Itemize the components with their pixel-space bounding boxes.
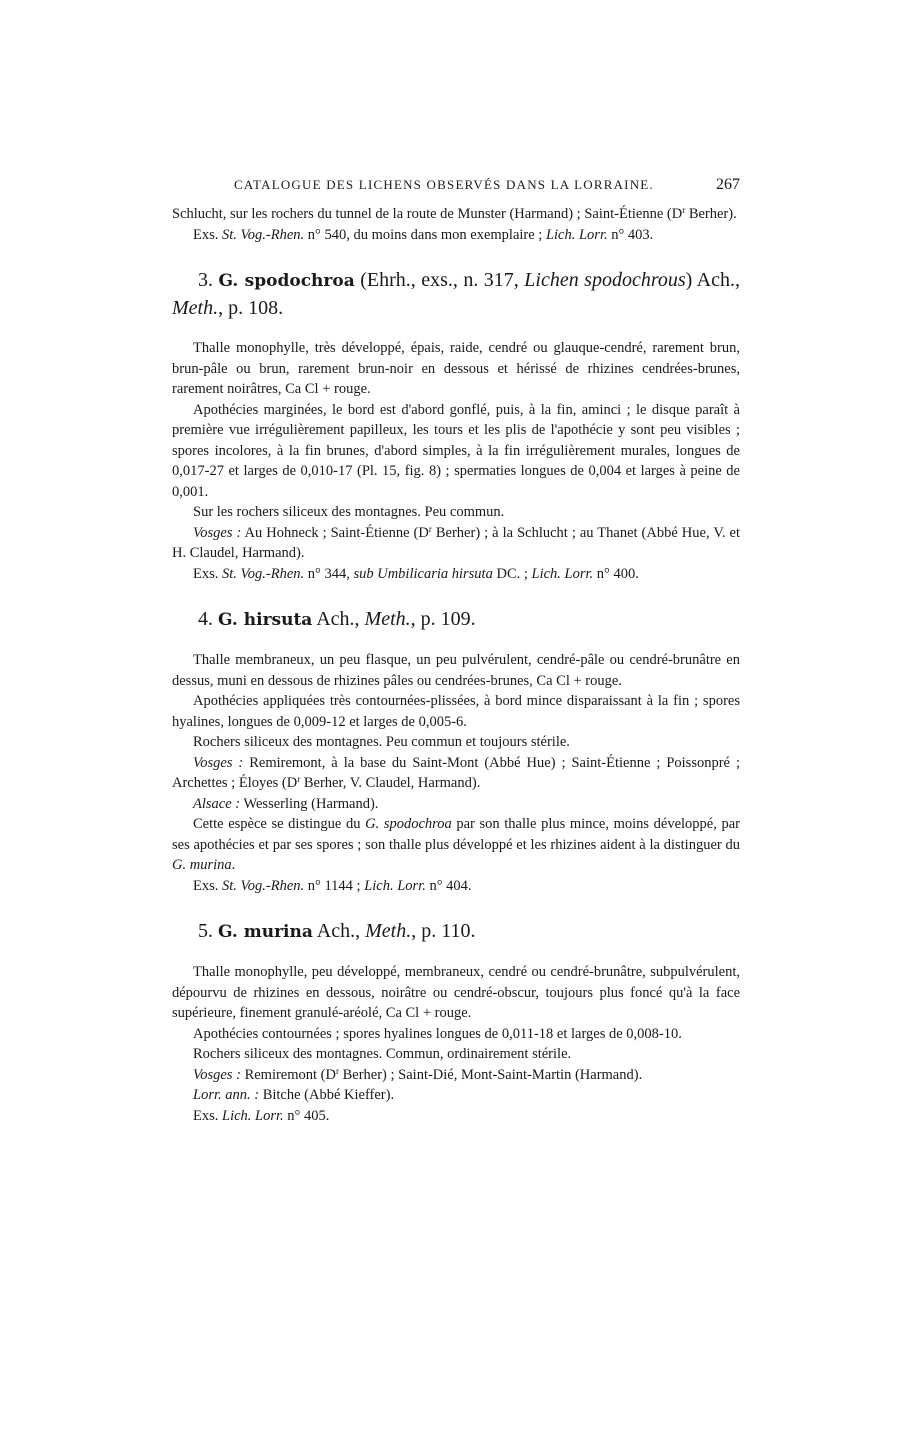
page-number: 267 — [716, 176, 740, 193]
thallus-description: Thalle membraneux, un peu flasque, un peu pulvérulent, cendré-pâle ou cendré-brunâtre en dessus, muni en dessous de rhizines pâles ou cendrées-brunes, Ca Cl + rouge. — [172, 652, 740, 689]
habitat-text: Sur les rochers siliceux des montagnes. Peu commun. — [193, 504, 505, 520]
exsiccata-line: Exs. St. Vog.-Rhen. n° 1144 ; Lich. Lorr. n° 404. — [193, 877, 472, 894]
running-title: CATALOGUE DES LICHENS OBSERVÉS DANS LA LORRAINE. — [234, 177, 654, 192]
exsiccata-line: Exs. St. Vog.-Rhen. n° 540, du moins dans mon exemplaire ; Lich. Lorr. n° 403. — [193, 226, 654, 243]
species-heading-hirsuta: 4. G. hirsuta Ach., Meth., p. 109. — [198, 608, 476, 630]
continuation-paragraph: Schlucht, sur les rochers du tunnel de la route de Munster (Harmand) ; Saint-Étienne ($D^r$ Berher). — [172, 205, 737, 222]
distinction-note: Cette espèce se distingue du G. spodochroa par son thalle plus mince, moins développé, par ses apothécies et par ses spores ; son thalle plus développé et les rhizines aident à la distinguer du G. murina. — [172, 816, 740, 873]
locality-vosges: Vosges : Au Hohneck ; Saint-Étienne ($D^r$ Berher) ; à la Schlucht ; au Thanet (Abbé Hue, V. et H. Claudel, Harmand). — [172, 523, 741, 561]
locality-vosges: Vosges : Remiremont, à la base du Saint-Mont (Abbé Hue) ; Saint-Étienne ; Poissonpré ; Archettes ; Éloyes ($D^r$ Berher, V. Claudel, Harmand). — [172, 754, 740, 791]
habitat-text: Rochers siliceux des montagnes. Peu commun et toujours stérile. — [193, 734, 570, 750]
locality-alsace: Alsace : Wesserling (Harmand). — [193, 795, 379, 812]
apothecia-description: Apothécies marginées, le bord est d'abord gonflé, puis, à la fin, aminci ; le disque paraît à première vue irrégulièrement papilleux, les tours et les plis de l'apothécie y sont peu visibles ; spores incolores, à la fin brunes, d'abord simples, à la fin irrégulièrement murales, longues de 0,017-27 et larges de 0,010-17 (Pl. 15, fig. 8) ; spermaties longues de 0,004 et larges à peine de 0,001. — [172, 401, 740, 500]
thallus-description: Thalle monophylle, très développé, épais, raide, cendré ou glauque-cendré, rarement brun, brun-pâle ou brun, rarement brun-noir en dessous et hérissé de rhizines cendrées-brunes, rarement noirâtres, Ca Cl + rouge. — [172, 340, 740, 397]
exsiccata-line: Exs. Lich. Lorr. n° 405. — [193, 1107, 330, 1124]
apothecia-description: Apothécies appliquées très contournées-plissées, à bord mince disparaissant à la fin ; spores hyalines, longues de 0,009-12 et larges de 0,005-6. — [172, 693, 740, 730]
page — [172, 176, 740, 1126]
habitat-text: Rochers siliceux des montagnes. Commun, ordinairement stérile. — [193, 1046, 572, 1062]
locality-lorraine-annexee: Lorr. ann. : Bitche (Abbé Kieffer). — [193, 1087, 395, 1103]
exsiccata-line: Exs. St. Vog.-Rhen. n° 344, sub Umbilicaria hirsuta DC. ; Lich. Lorr. n° 400. — [193, 565, 639, 582]
running-header — [172, 176, 740, 194]
species-heading-murina: 5. G. murina Ach., Meth., p. 110. — [198, 920, 476, 942]
species-heading-spodochroa: 3. G. spodochroa (Ehrh., exs., n. 317, Lichen spodochrous) Ach., Meth., p. 108. — [172, 269, 740, 319]
locality-vosges: Vosges : Remiremont ($D^r$ Berher) ; Saint-Dié, Mont-Saint-Martin (Harmand). — [193, 1065, 643, 1083]
apothecia-description: Apothécies contournées ; spores hyalines longues de 0,011-18 et larges de 0,008-10. — [193, 1025, 682, 1042]
thallus-description: Thalle monophylle, peu développé, membraneux, cendré ou cendré-brunâtre, subpulvérulent, dépourvu de rhizines en dessous, noirâtre ou cendré-obscur, toujours plus foncé qu'à la face supérieure, finement granulé-aréolé, Ca Cl + rouge. — [172, 964, 740, 1021]
